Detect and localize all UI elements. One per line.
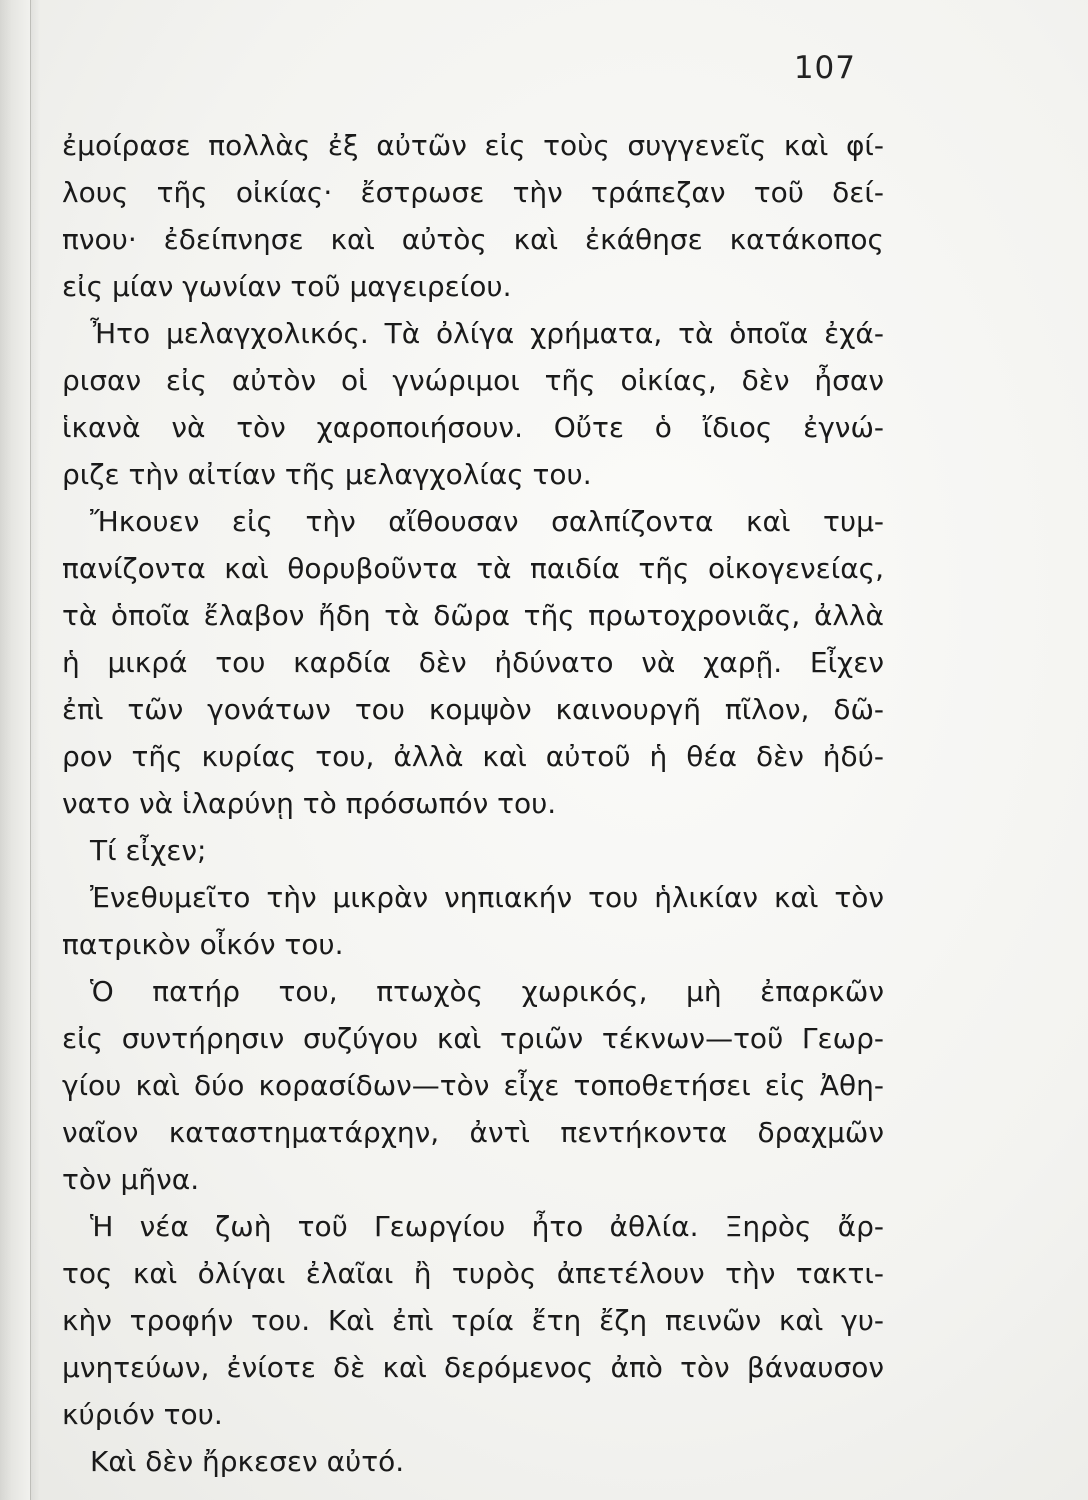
text-line: νατο νὰ ἱλαρύνῃ τὸ πρόσωπόν του. [62, 787, 557, 820]
text-line: εἰς συντήρησιν συζύγου καὶ τριῶν τέκνων—τοῦ Γεωρ- [62, 1022, 884, 1055]
body-text [62, 122, 884, 1485]
gutter-shadow [30, 0, 40, 1500]
text-line: πνου· ἐδείπνησε καὶ αὐτὸς καὶ ἐκάθησε κατάκοπος [62, 223, 884, 256]
text-line: Ἡ νέα ζωὴ τοῦ Γεωργίου ἦτο ἀθλία. Ξηρὸς ἄρ- [90, 1210, 884, 1243]
text-line: τος καὶ ὀλίγαι ἐλαῖαι ἢ τυρὸς ἀπετέλουν τὴν τακτι- [62, 1257, 884, 1290]
text-line: Ὁ πατήρ του, πτωχὸς χωρικός, μὴ ἐπαρκῶν [90, 975, 884, 1008]
text-line: ἱκανὰ νὰ τὸν χαροποιήσουν. Οὔτε ὁ ἴδιος ἐγνώ- [62, 411, 884, 444]
text-line: τὸν μῆνα. [62, 1163, 200, 1196]
text-line: τὰ ὁποῖα ἔλαβον ἤδη τὰ δῶρα τῆς πρωτοχρονιᾶς, ἀλλὰ [62, 599, 884, 632]
text-line: πανίζοντα καὶ θορυβοῦντα τὰ παιδία τῆς οἰκογενείας, [62, 552, 884, 585]
text-line: ἐμοίρασε πολλὰς ἐξ αὐτῶν εἰς τοὺς συγγενεῖς καὶ φί- [62, 129, 884, 162]
text-line: πατρικὸν οἶκόν του. [62, 928, 344, 961]
text-line: γίου καὶ δύο κορασίδων—τὸν εἶχε τοποθετήσει εἰς Ἀθη- [62, 1069, 884, 1102]
text-line: κύριόν του. [62, 1398, 223, 1431]
text-line: Ἦτο μελαγχολικός. Τὰ ὀλίγα χρήματα, τὰ ὁποῖα ἐχά- [90, 317, 884, 350]
book-spine-edge [0, 0, 31, 1500]
page-number: 107 [793, 50, 856, 86]
text-line: εἰς μίαν γωνίαν τοῦ μαγειρείου. [62, 270, 512, 303]
text-line: Ἤκουεν εἰς τὴν αἴθουσαν σαλπίζοντα καὶ τυμ- [90, 505, 884, 538]
text-line: Τί εἶχεν; [90, 834, 207, 867]
text-line: ριζε τὴν αἰτίαν τῆς μελαγχολίας του. [62, 458, 592, 491]
text-line: ρισαν εἰς αὐτὸν οἱ γνώριμοι τῆς οἰκίας, δὲν ἦσαν [62, 364, 884, 397]
text-line: μνητεύων, ἐνίοτε δὲ καὶ δερόμενος ἀπὸ τὸν βάναυσον [62, 1351, 884, 1384]
text-line: λους τῆς οἰκίας· ἔστρωσε τὴν τράπεζαν τοῦ δεί- [62, 176, 884, 209]
text-line: ναῖον καταστηματάρχην, ἀντὶ πεντήκοντα δραχμῶν [62, 1116, 884, 1149]
text-line: Ἐνεθυμεῖτο τὴν μικρὰν νηπιακήν του ἡλικίαν καὶ τὸν [90, 881, 884, 914]
text-line: ἡ μικρά του καρδία δὲν ἠδύνατο νὰ χαρῇ. Εἶχεν [62, 646, 884, 679]
text-line: κὴν τροφήν του. Καὶ ἐπὶ τρία ἔτη ἔζη πεινῶν καὶ γυ- [62, 1304, 884, 1337]
text-line: Καὶ δὲν ἤρκεσεν αὐτό. [90, 1445, 405, 1478]
text-line: ἐπὶ τῶν γονάτων του κομψὸν καινουργῆ πῖλον, δῶ- [62, 693, 884, 726]
text-line: ρον τῆς κυρίας του, ἀλλὰ καὶ αὐτοῦ ἡ θέα δὲν ἠδύ- [62, 740, 884, 773]
